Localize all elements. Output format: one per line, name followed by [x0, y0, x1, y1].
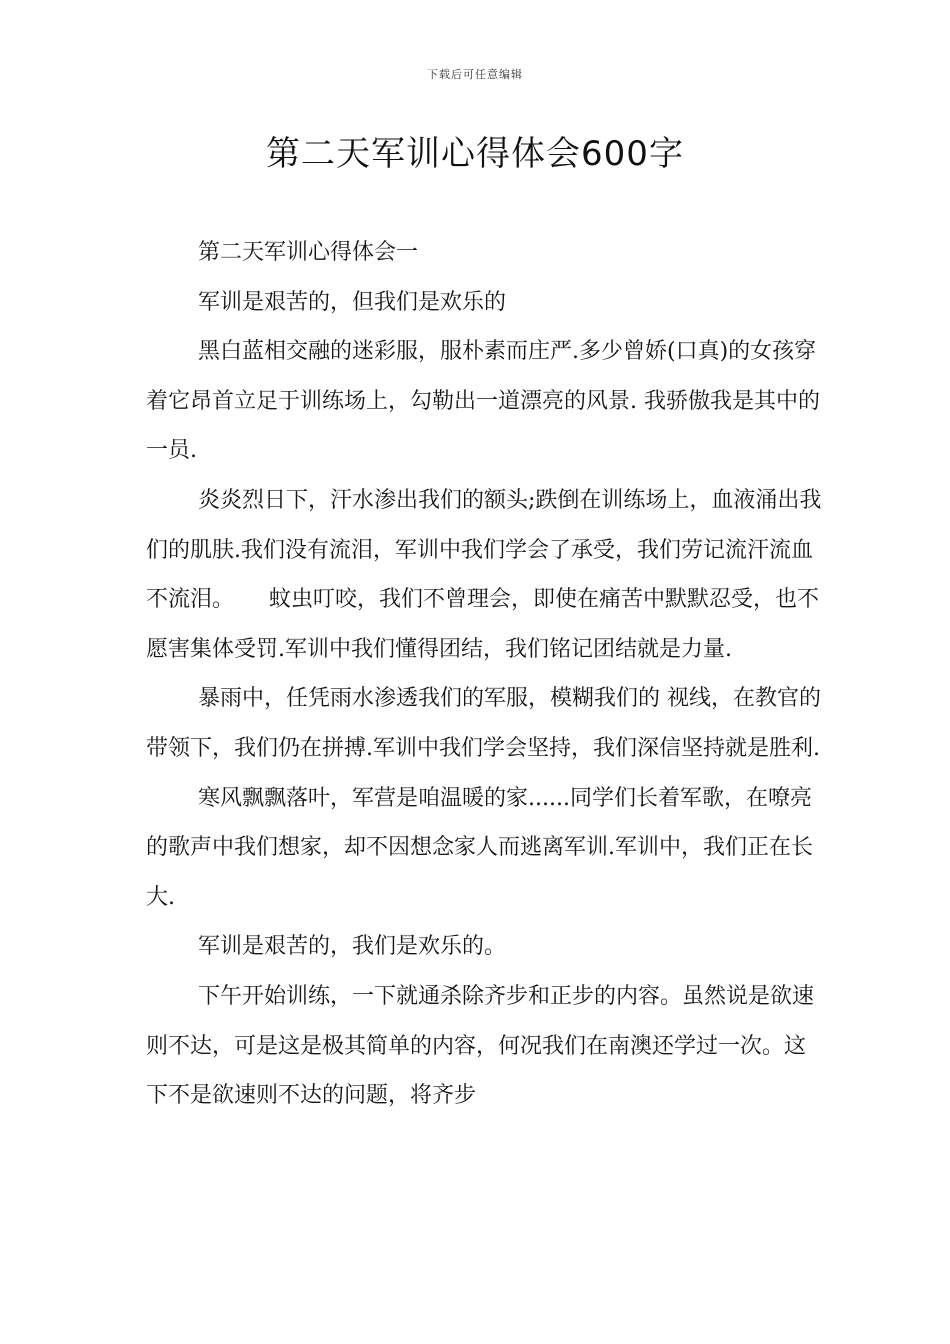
paragraph: 暴雨中，任凭雨水渗透我们的军服，模糊我们的 视线，在教官的带领下，我们仍在拼搏.军训中我们学会坚持，我们深信坚持就是胜利. — [146, 686, 821, 761]
paragraph: 寒风飘飘落叶，军营是咱温暖的家......同学们长着军歌，在嘹亮的歌声中我们想家，却不因想念家人而逃离军训.军训中，我们正在长大. — [146, 785, 813, 910]
paragraph: 黑白蓝相交融的迷彩服，服朴素而庄严.多少曾娇(口真)的女孩穿着它昂首立足于训练场上，勾勒出一道漂亮的风景. 我骄傲我是其中的一员. — [146, 339, 820, 464]
header-note: 下载后可任意编辑 — [427, 68, 523, 81]
document-title: 第二天军训心得体会600字 — [266, 134, 684, 174]
paragraph: 炎炎烈日下，汗水渗出我们的额头;跌倒在训练场上，血液涌出我们的肌肤.我们没有流泪，军训中我们学会了承受，我们劳记流汗流血不流泪。 蚊虫叮咬，我们不曾理会，即使在痛苦中默默忍受，也不愿害集体受罚.军训中我们懂得团结，我们铭记团结就是力量. — [146, 487, 822, 662]
paragraph: 军训是艰苦的，我们是欢乐的。 — [198, 934, 507, 960]
paragraph-section-heading: 第二天军训心得体会一 — [198, 240, 419, 265]
document-body — [146, 228, 826, 1121]
paragraph: 下午开始训练，一下就通杀除齐步和正步的内容。虽然说是欲速则不达，可是这是极其简单的内容，何况我们在南澳还学过一次。这下不是欲速则不达的问题，将齐步 — [146, 983, 815, 1109]
paragraph: 军训是艰苦的，但我们是欢乐的 — [198, 289, 507, 315]
